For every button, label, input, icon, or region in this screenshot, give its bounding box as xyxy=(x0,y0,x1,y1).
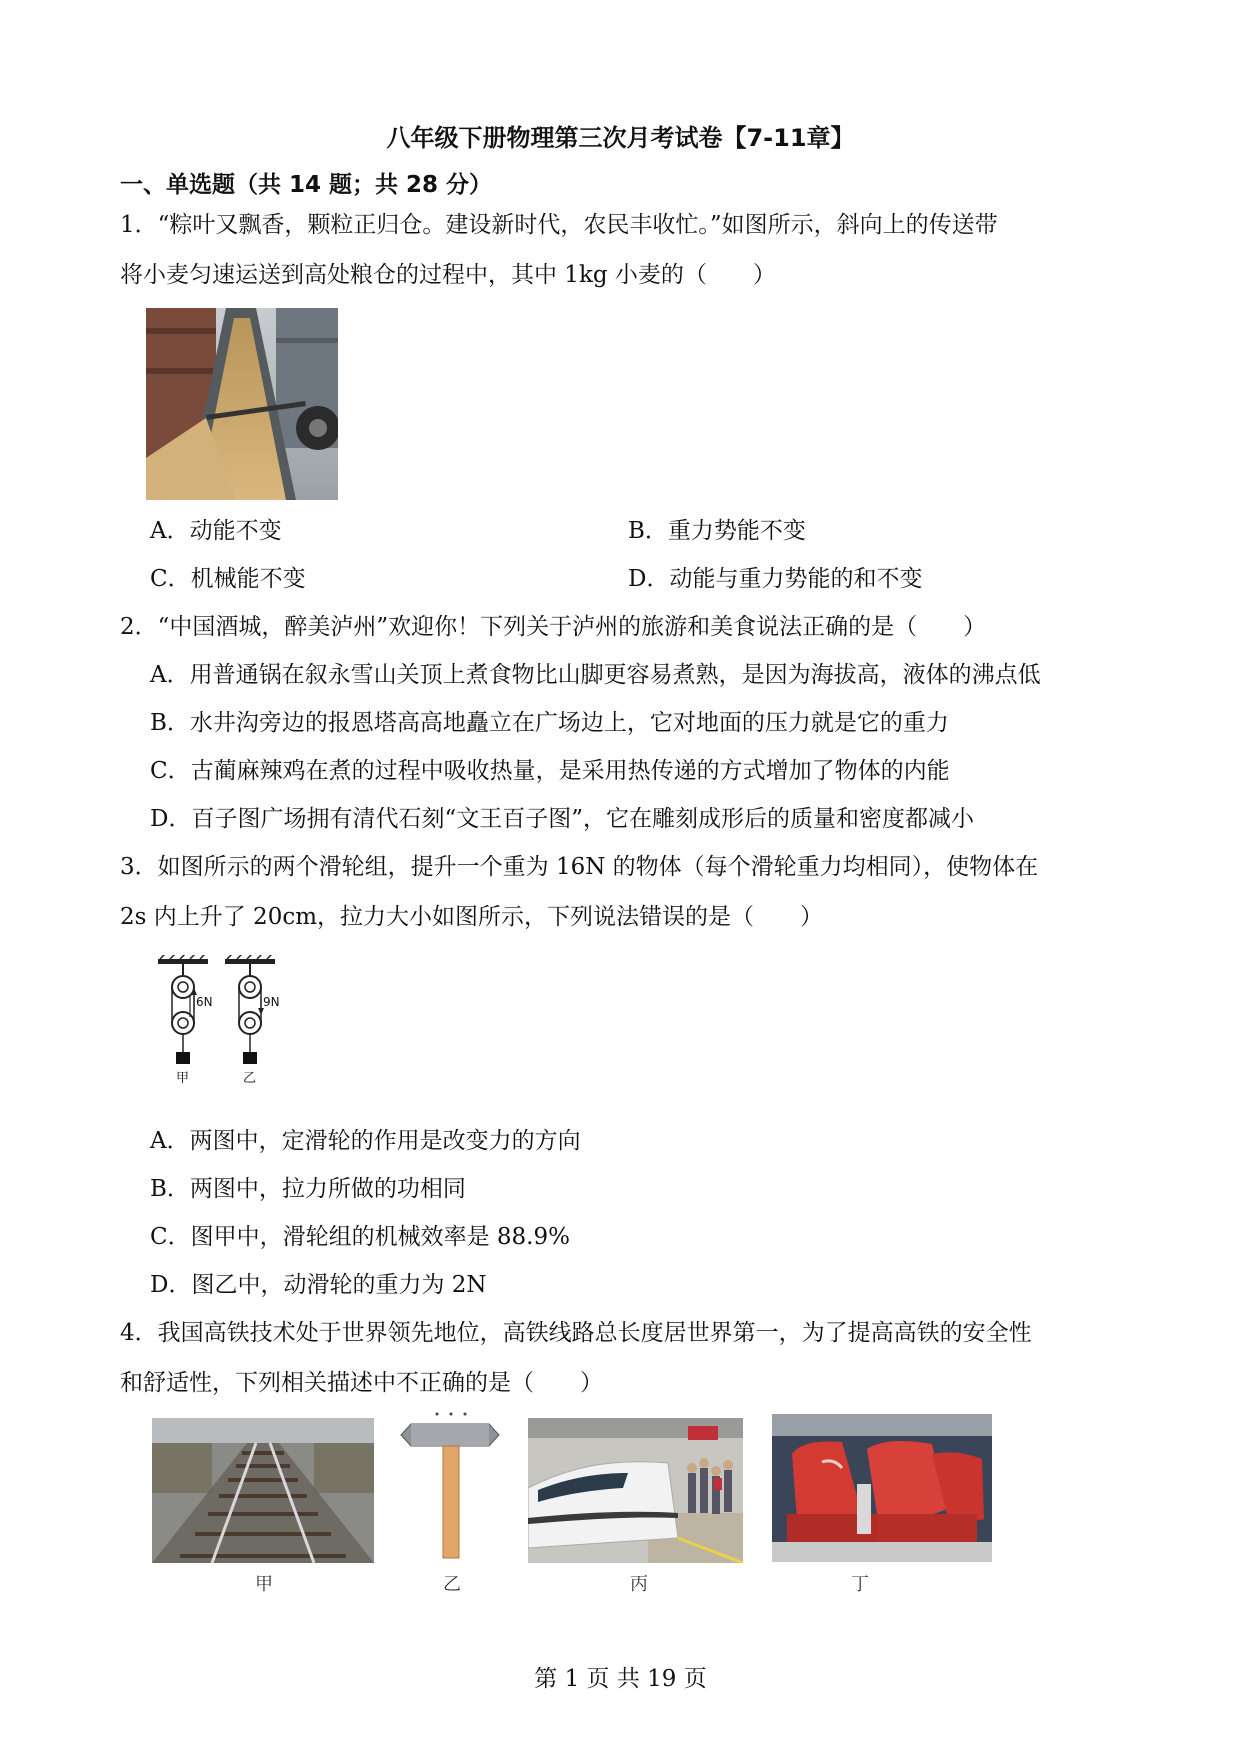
q3-force-right-label: 9N xyxy=(263,995,280,1009)
q4-railway-photo xyxy=(152,1418,374,1563)
q4-seat-photo xyxy=(772,1414,992,1562)
q4-text-line2: 和舒适性，下列相关描述中不正确的是（ ） xyxy=(120,1370,603,1396)
q3-label-left: 甲 xyxy=(176,1071,190,1086)
q3-option-c: C．图甲中，滑轮组的机械效率是 88.9% xyxy=(150,1224,570,1250)
section-heading: 一、单选题（共 14 题；共 28 分） xyxy=(120,172,493,198)
q3-text-line2: 2s 内上升了 20cm，拉力大小如图所示，下列说法错误的是（ ） xyxy=(120,904,824,930)
q3-text-line1: 3．如图所示的两个滑轮组，提升一个重为 16N 的物体（每个滑轮重力均相同），使物体在 xyxy=(120,854,1039,880)
q1-conveyor-photo xyxy=(146,308,338,500)
q2-option-c: C．古蔺麻辣鸡在煮的过程中吸收热量，是采用热传递的方式增加了物体的内能 xyxy=(150,758,950,784)
page-title: 八年级下册物理第三次月考试卷【7-11章】 xyxy=(386,124,855,152)
q4-caption-jia: 甲 xyxy=(255,1574,273,1595)
q1-option-b: B．重力势能不变 xyxy=(628,518,806,544)
q3-option-a: A．两图中，定滑轮的作用是改变力的方向 xyxy=(150,1128,581,1154)
q1-text-line1: 1．“粽叶又飘香，颗粒正归仓。建设新时代，农民丰收忙。”如图所示，斜向上的传送带 xyxy=(120,212,998,238)
q2-option-d: D．百子图广场拥有清代石刻“文王百子图”，它在雕刻成形后的质量和密度都减小 xyxy=(150,806,974,832)
q4-train-photo xyxy=(528,1418,743,1563)
page-footer: 第 1 页 共 19 页 xyxy=(534,1666,707,1692)
q3-force-left-label: 6N xyxy=(196,995,213,1009)
q2-option-a: A．用普通锅在叙永雪山关顶上煮食物比山脚更容易煮熟，是因为海拔高，液体的沸点低 xyxy=(150,662,1041,688)
q3-pulley-diagram xyxy=(150,955,290,1090)
q4-caption-bing: 丙 xyxy=(630,1574,648,1595)
q3-label-right: 乙 xyxy=(243,1071,257,1086)
q4-text-line1: 4．我国高铁技术处于世界领先地位，高铁线路总长度居世界第一，为了提高高铁的安全性 xyxy=(120,1320,1032,1346)
q2-text-line1: 2．“中国酒城，醉美泸州”欢迎你！下列关于泸州的旅游和美食说法正确的是（ ） xyxy=(120,614,987,640)
q4-caption-yi: 乙 xyxy=(443,1574,461,1595)
q1-option-a: A．动能不变 xyxy=(150,518,282,544)
q2-option-b: B．水井沟旁边的报恩塔高高地矗立在广场边上，它对地面的压力就是它的重力 xyxy=(150,710,949,736)
q4-hammer-image xyxy=(395,1410,505,1562)
q1-option-d: D．动能与重力势能的和不变 xyxy=(628,566,923,592)
q4-caption-ding: 丁 xyxy=(851,1574,869,1595)
q3-option-d: D．图乙中，动滑轮的重力为 2N xyxy=(150,1272,487,1298)
q1-text-line2: 将小麦匀速运送到高处粮仓的过程中，其中 1kg 小麦的（ ） xyxy=(120,262,776,288)
q3-option-b: B．两图中，拉力所做的功相同 xyxy=(150,1176,466,1202)
q1-option-c: C．机械能不变 xyxy=(150,566,306,592)
